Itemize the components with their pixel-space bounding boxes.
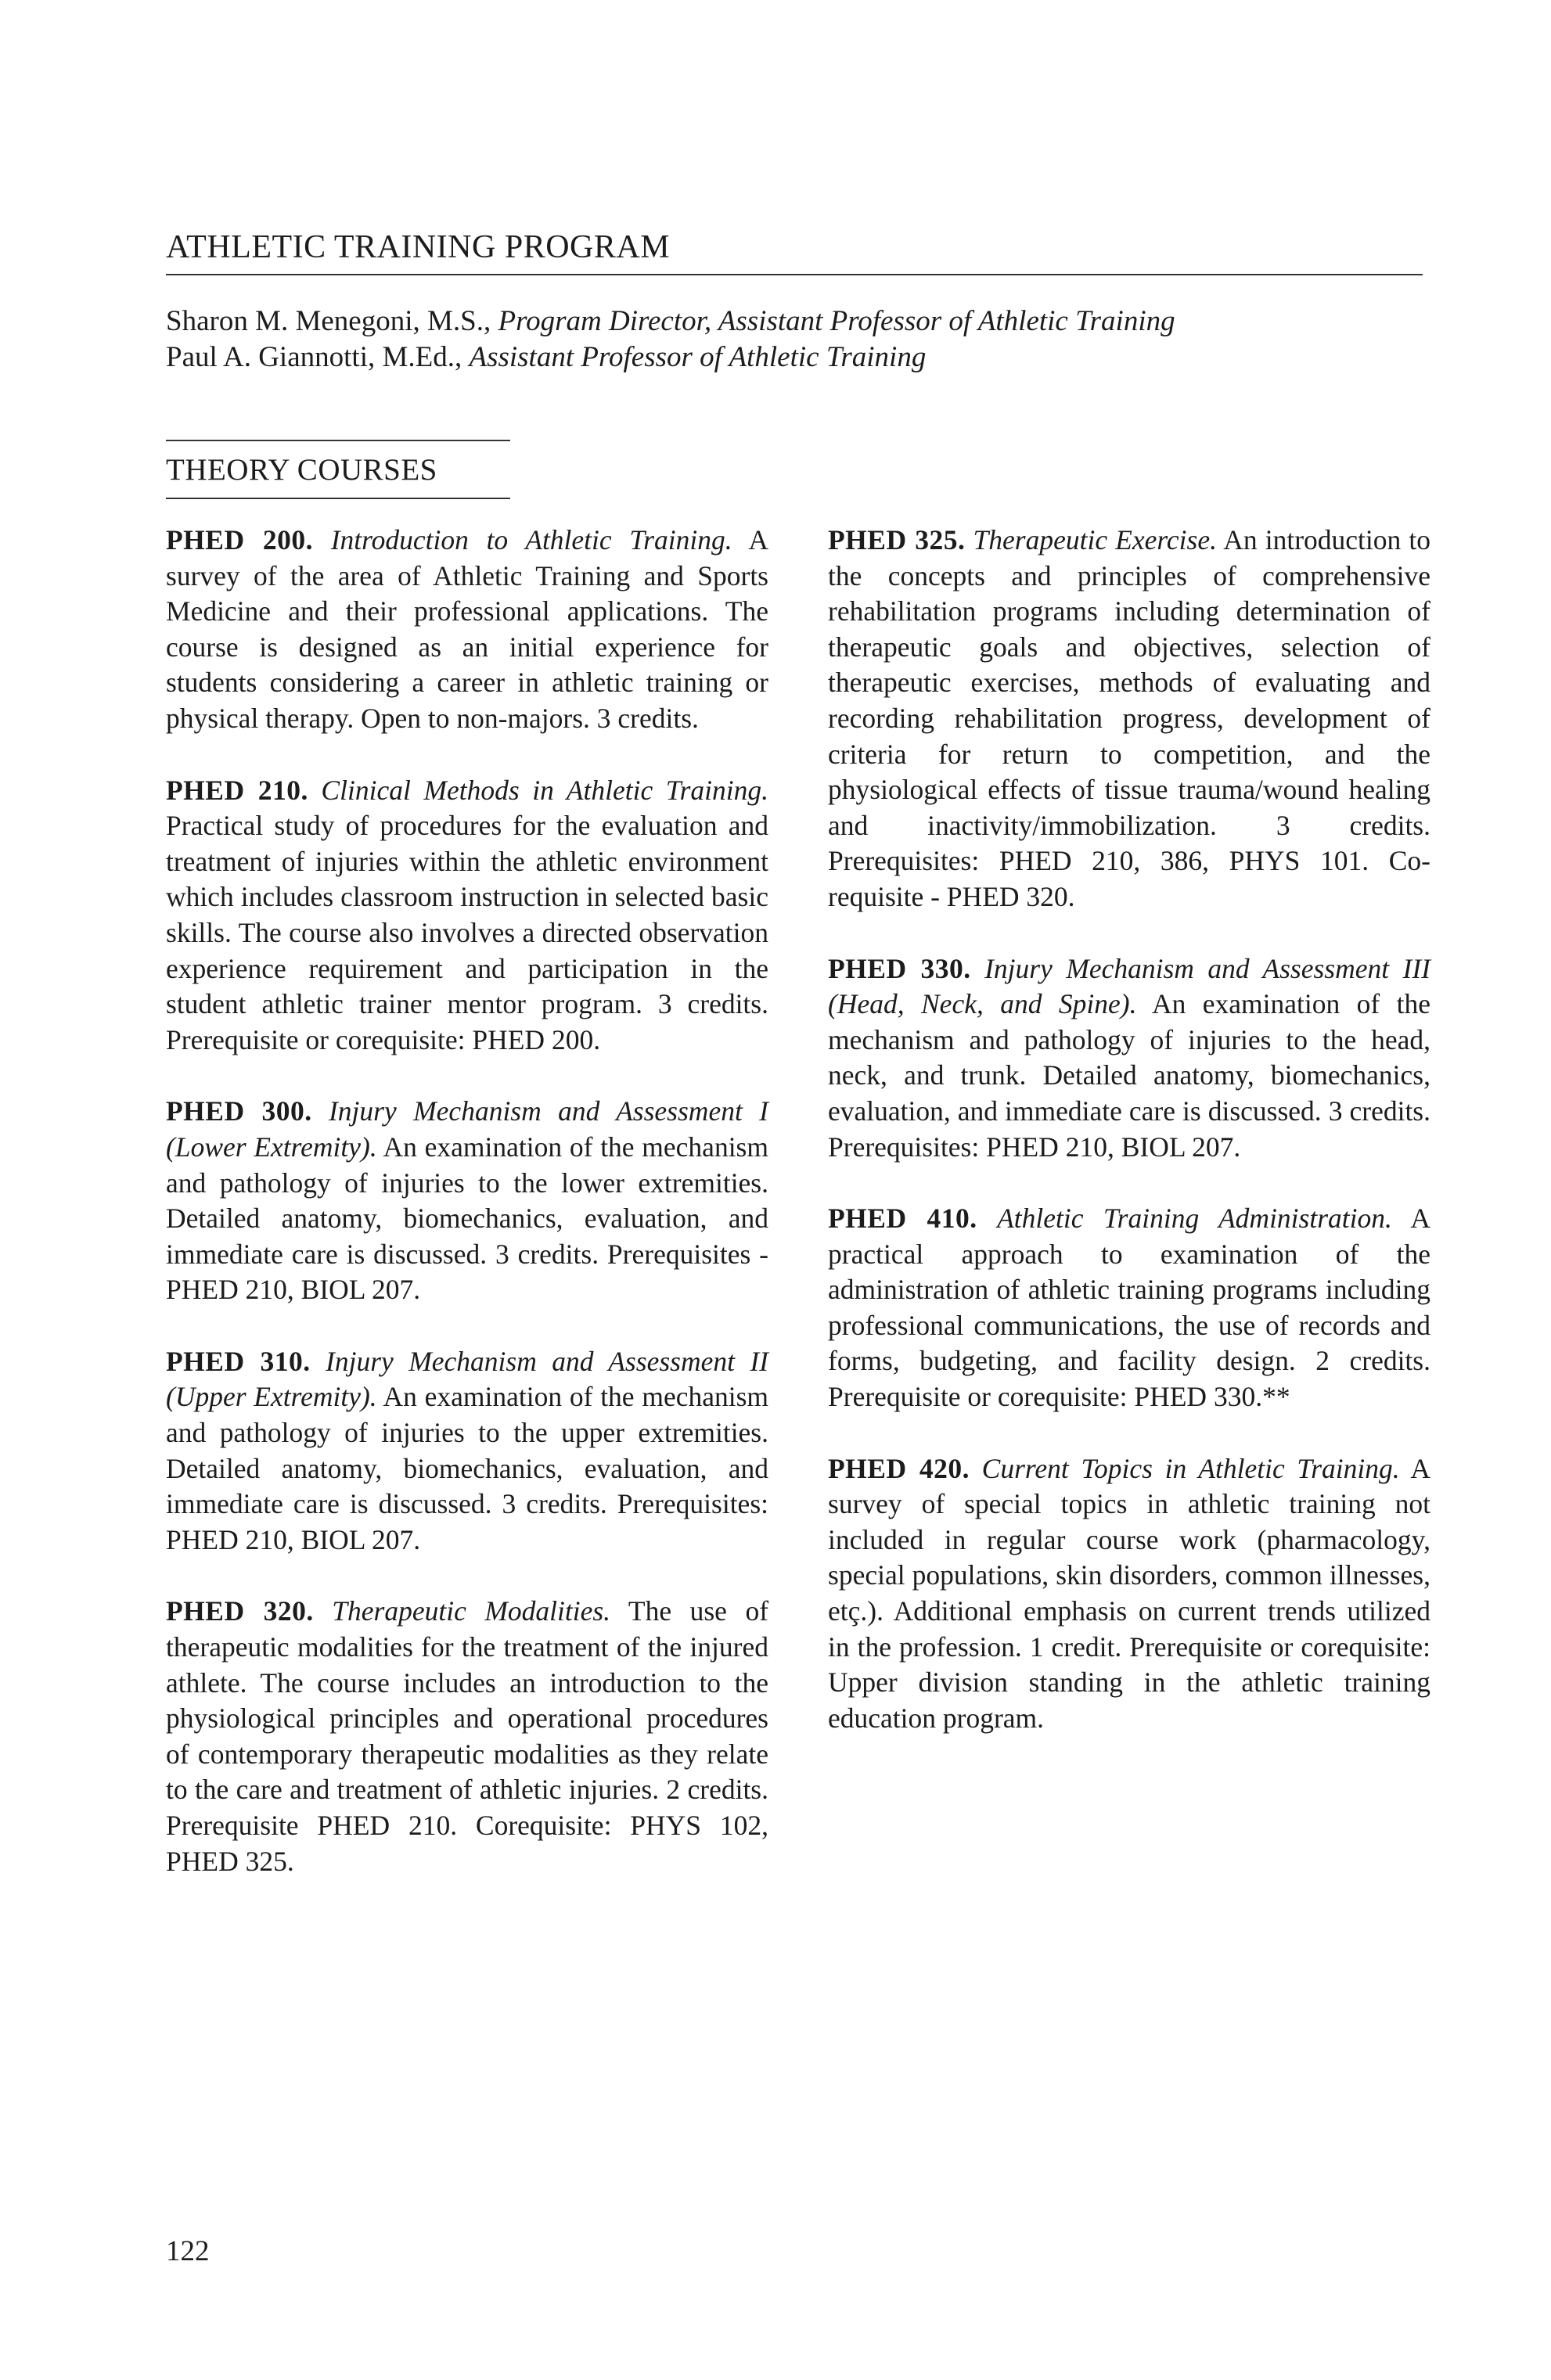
course-code: PHED 300. <box>166 1095 312 1127</box>
course-title: Injury Mechanism and Assessment II (Upper Extremity). <box>166 1345 768 1413</box>
course-entry <box>166 1344 768 1559</box>
faculty-role: Program Director, Assistant Professor of Athletic Training <box>498 305 1175 337</box>
course-code: PHED 420. <box>828 1452 970 1484</box>
course-description: An examination of the mechanism and pathology of injuries to the upper extremities. Detailed anatomy, biomechanics, evaluation, and immediate care is discussed. 3 credits. Prerequisites: PHED 210, BIOL 207. <box>166 1381 769 1555</box>
course-code: PHED 410. <box>828 1203 977 1235</box>
course-description: A survey of special topics in athletic training not included in regular course work (pharmacology, special populations, skin disorders, common illnesses, etç.). Additional emphasis on current trends utilized in the profession. 1 credit. Prerequisite or corequisite: Upper division standing in the athletic training education program. <box>828 1452 1430 1734</box>
section-title: THEORY COURSES <box>166 453 437 487</box>
course-entry <box>828 951 1430 1166</box>
course-entry <box>828 1451 1430 1737</box>
faculty-role: Assistant Professor of Athletic Training <box>469 341 927 373</box>
course-description: A survey of the area of Athletic Training and Sports Medicine and their professional applications. The course is designed as an initial experience for students considering a career in athletic training or physical therapy. Open to non-majors. 3 credits. <box>166 524 768 734</box>
title-divider <box>166 274 1423 275</box>
course-entry <box>828 1201 1430 1415</box>
course-entry <box>166 1594 768 1879</box>
course-description: An examination of the mechanism and pathology of injuries to the lower extremities. Detailed anatomy, biomechanics, evaluation, and immediate care is discussed. 3 credits. Prerequisites - PHED 210, BIOL 207. <box>166 1131 768 1306</box>
course-entry <box>166 773 768 1059</box>
section-divider-top <box>166 440 510 441</box>
course-title: Therapeutic Modalities. <box>332 1595 611 1627</box>
course-entry <box>166 523 768 737</box>
course-title: Injury Mechanism and Assessment I (Lower Extremity). <box>166 1095 768 1163</box>
faculty-entry <box>166 340 1175 376</box>
faculty-list <box>166 304 1175 376</box>
right-column <box>828 523 1430 1772</box>
course-entry <box>828 523 1430 915</box>
page-number: 122 <box>166 2235 210 2267</box>
course-code: PHED 325. <box>828 524 966 555</box>
left-column <box>166 523 768 1915</box>
course-description: The use of therapeutic modalities for the treatment of the injured athlete. The course includes an introduction to the physiological principles and operational procedures of contemporary therapeutic modalities as they relate to the care and treatment of athletic injuries. 2 credits. Prerequisite PHED 210. Corequisite: PHYS 102, PHED 325. <box>166 1595 769 1877</box>
course-code: PHED 320. <box>166 1595 314 1627</box>
course-title: Current Topics in Athletic Training. <box>981 1452 1400 1484</box>
course-title: Clinical Methods in Athletic Training. <box>321 774 768 806</box>
course-entry <box>166 1094 768 1308</box>
course-description: An examination of the mechanism and pathology of injuries to the head, neck, and trunk. Detailed anatomy, biomechanics, evaluation, and immediate care is discussed. 3 credits. Prerequisites: PHED 210, BIOL 207. <box>828 988 1430 1163</box>
faculty-name: Paul A. Giannotti, M.Ed., <box>166 341 470 373</box>
faculty-name: Sharon M. Menegoni, M.S., <box>166 305 498 337</box>
course-code: PHED 210. <box>166 774 308 806</box>
course-description: Practical study of procedures for the evaluation and treatment of injuries within the athletic environment which includes classroom instruction in selected basic skills. The course also involves a directed observation experience requirement and participation in the student athletic trainer mentor program. 3 credits. Prerequisite or corequisite: PHED 200. <box>166 810 768 1055</box>
course-description: A practical approach to examination of the administration of athletic training programs including professional communications, the use of records and forms, budgeting, and facility design. 2 credits. Prerequisite or corequisite: PHED 330.** <box>828 1203 1430 1413</box>
course-title: Athletic Training Administration. <box>997 1203 1392 1235</box>
section-divider-bottom <box>166 498 510 499</box>
course-code: PHED 200. <box>166 524 313 555</box>
course-title: Therapeutic Exercise. <box>973 524 1217 555</box>
course-code: PHED 310. <box>166 1345 311 1377</box>
page-title: ATHLETIC TRAINING PROGRAM <box>166 229 671 265</box>
course-code: PHED 330. <box>828 952 971 984</box>
course-title: Introduction to Athletic Training. <box>330 524 732 555</box>
faculty-entry <box>166 304 1175 340</box>
course-description: An introduction to the concepts and principles of comprehensive rehabilitation programs including determination of therapeutic goals and objectives, selection of therapeutic exercises, methods of evaluating and recording rehabilitation progress, development of criteria for return to competition, and the physiological effects of tissue trauma/wound healing and inactivity/immobilization. 3 credits. Prerequisites: PHED 210, 386, PHYS 101. Co-requisite - PHED 320. <box>828 524 1430 912</box>
course-title: Injury Mechanism and Assessment III (Head, Neck, and Spine). <box>828 952 1430 1020</box>
